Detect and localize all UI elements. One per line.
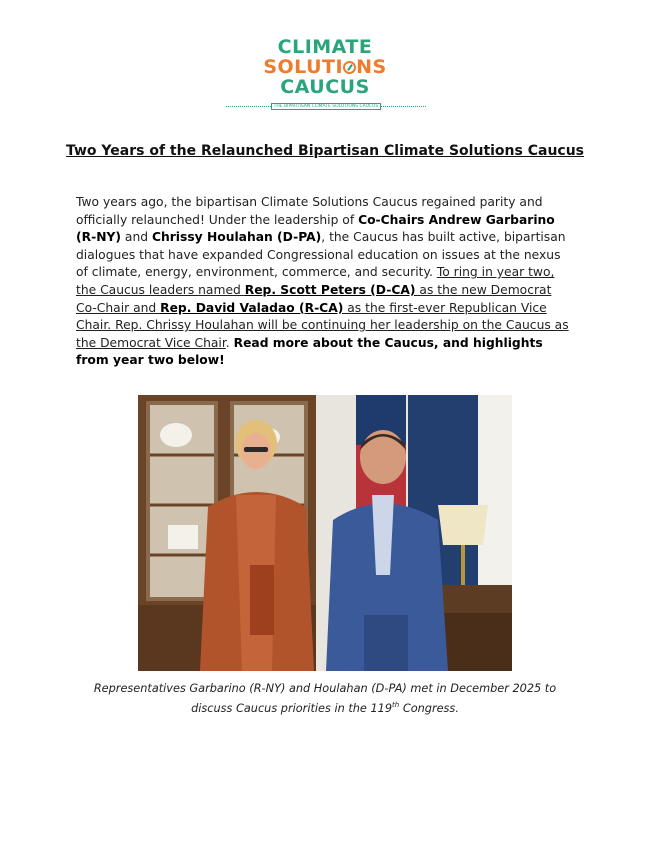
page-title: Two Years of the Relaunched Bipartisan Climate Solutions Caucus <box>65 143 585 159</box>
article-text-and: and <box>121 230 152 245</box>
article-houlahan: Chrissy Houlahan (D-PA) <box>151 230 322 245</box>
leadership-valadao: Rep. David Valadao (R-CA) <box>160 300 344 315</box>
leadership-peters: Rep. Scott Peters (D-CA) <box>244 282 416 297</box>
leadership-text-2: as the new Democrat Co-Chair and <box>76 282 552 315</box>
photo-illustration <box>138 395 512 671</box>
logo-word-climate: CLIMATE <box>277 36 373 58</box>
logo-word-solutions-end: NS <box>356 56 387 78</box>
caucus-logo <box>0 38 650 97</box>
tagline-divider-left <box>226 106 271 107</box>
logo-word-solutions <box>0 58 650 77</box>
tagline-divider-right <box>381 106 426 107</box>
logo-tagline-rule <box>226 101 426 111</box>
article-co-chairs: Co-Chairs Andrew Garbarino (R-NY) <box>76 212 555 245</box>
leadership-text-3: as the first-ever Republican Vice Chair. Rep. Chrissy Houlahan will be continuing her leadership on the Caucus as the Democrat Vice Chair <box>76 300 569 350</box>
caption-line-2-text: discuss Caucus priorities in the 119 <box>191 701 393 715</box>
article-text-intro: Two years ago, the bipartisan Climate Solutions Caucus regained parity and officially relaunched! Under the leadership of <box>76 195 543 227</box>
representatives-photo <box>138 395 512 671</box>
logo-word-caucus: CAUCUS <box>280 76 370 98</box>
leadership-text-1: To ring in year two, the Caucus leaders named <box>76 265 555 297</box>
photo-caption <box>60 681 590 717</box>
logo-tagline: THE BIPARTISAN CLIMATE SOLUTIONS CAUCUS <box>271 103 382 110</box>
article-paragraph <box>76 194 572 370</box>
caption-line-1: Representatives Garbarino (R-NY) and Houlahan (D-PA) met in December 2025 to <box>93 682 557 695</box>
article-text-mission: , the Caucus has built active, bipartisan dialogues that have expanded Congressional education on issues at the nexus of climate, energy, environment, commerce, and security. <box>76 230 566 280</box>
caption-ordinal: th <box>392 701 400 709</box>
compass-icon <box>343 61 356 74</box>
caption-line-2-end: Congress. <box>399 701 459 715</box>
article-read-more: Read more about the Caucus, and highlights from year two below! <box>76 335 543 368</box>
caption-line-2 <box>60 697 590 717</box>
logo-word-solutions-start: SOLUTI <box>263 56 344 78</box>
article-text-period: . <box>225 335 234 350</box>
